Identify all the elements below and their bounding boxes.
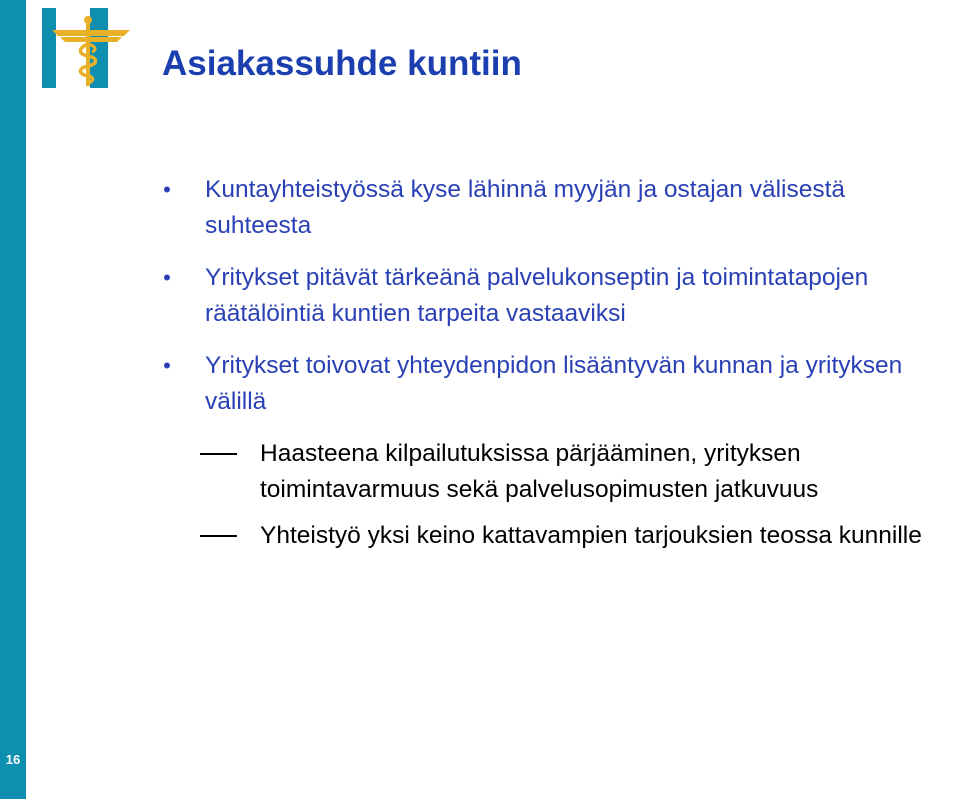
bullet-list xyxy=(160,172,950,564)
bullet-text: Yritykset pitävät tärkeänä palvelukonseptin ja toimintatapojen räätälöintiä kuntien tarpeita vastaaviksi xyxy=(205,264,869,327)
bullet-dot-icon: • xyxy=(163,353,171,378)
slide-title: Asiakassuhde kuntiin xyxy=(162,44,522,83)
bullet-item xyxy=(160,260,950,332)
sub-bullet-item xyxy=(215,518,950,554)
bullet-text: Kuntayhteistyössä kyse lähinnä myyjän ja ostajan välisestä suhteesta xyxy=(205,176,846,239)
bullet-text: Yritykset toivovat yhteydenpidon lisääntyvän kunnan ja yrityksen välillä xyxy=(205,352,903,415)
sub-bullet-text: Yhteistyö yksi keino kattavampien tarjouksien teossa kunnille xyxy=(260,522,922,549)
caduceus-icon xyxy=(42,8,132,88)
sub-bullet-item xyxy=(215,436,950,508)
side-bar xyxy=(0,0,26,799)
dash-icon xyxy=(200,535,237,537)
page-number: 16 xyxy=(5,752,21,767)
bullet-item xyxy=(160,348,950,420)
sub-bullet-list xyxy=(215,436,950,554)
dash-icon xyxy=(200,453,237,455)
sub-bullet-text: Haasteena kilpailutuksissa pärjääminen, yrityksen toimintavarmuus sekä palvelusopimusten jatkuvuus xyxy=(260,440,819,503)
bullet-dot-icon: • xyxy=(163,177,171,202)
bullet-item xyxy=(160,172,950,244)
bullet-dot-icon: • xyxy=(163,265,171,290)
